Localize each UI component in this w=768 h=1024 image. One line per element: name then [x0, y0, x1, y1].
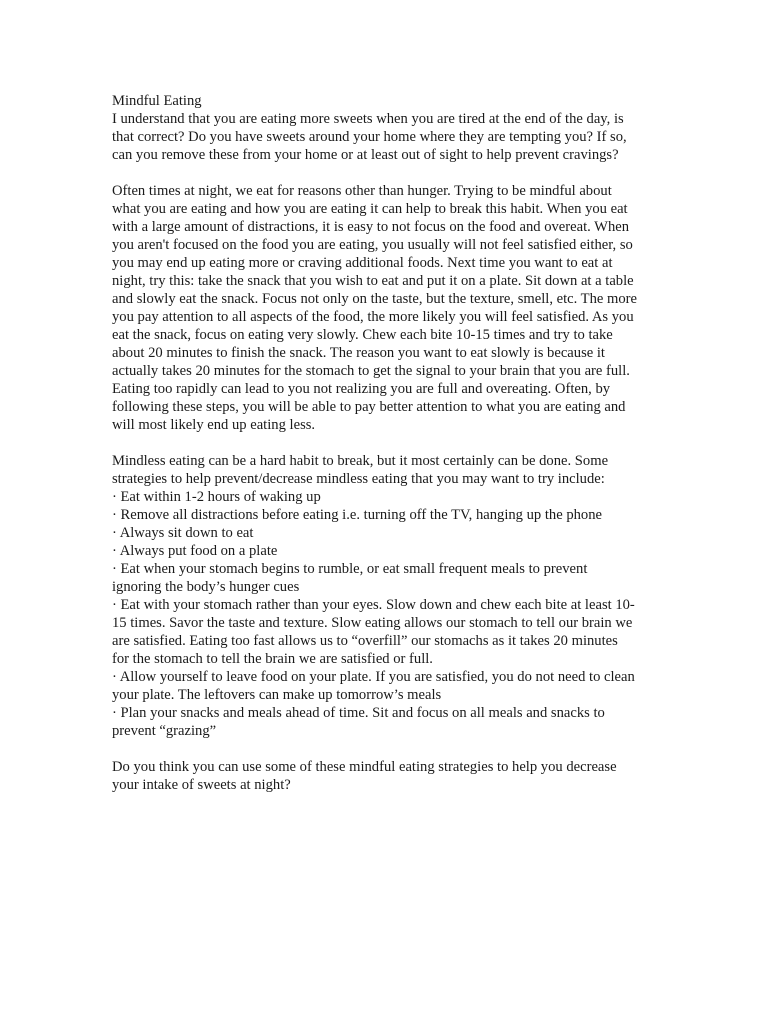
- text-line: Mindless eating can be a hard habit to break, but it most certainly can be done. Some: [112, 453, 609, 469]
- list-item: · Eat when your stomach begins to rumble, or eat small frequent meals to prevent: [112, 561, 588, 577]
- paragraph-closing-question: [112, 758, 652, 794]
- list-item: · Eat within 1-2 hours of waking up: [112, 489, 321, 505]
- list-item: · Remove all distractions before eating i.e. turning off the TV, hanging up the phone: [112, 507, 602, 523]
- paragraph-gap: [112, 164, 652, 182]
- text-line: eat the snack, focus on eating very slowly. Chew each bite 10-15 times and try to take: [112, 327, 613, 343]
- list-item: · Allow yourself to leave food on your plate. If you are satisfied, you do not need to clean: [112, 669, 635, 685]
- list-item-continuation: prevent “grazing”: [112, 723, 217, 739]
- document-page: [112, 92, 652, 794]
- list-item-continuation: 15 times. Savor the taste and texture. Slow eating allows our stomach to tell our brain we: [112, 615, 633, 631]
- text-line: will most likely end up eating less.: [112, 417, 316, 433]
- text-line: Often times at night, we eat for reasons other than hunger. Trying to be mindful about: [112, 183, 612, 199]
- list-item-continuation: for the stomach to tell the brain we are satisfied or full.: [112, 651, 433, 667]
- text-line: you may end up eating more or craving additional foods. Next time you want to eat at: [112, 255, 613, 271]
- text-line: that correct? Do you have sweets around your home where they are tempting you? If so,: [112, 129, 627, 145]
- paragraph-intro: [112, 110, 652, 164]
- text-line: night, try this: take the snack that you wish to eat and put it on a plate. Sit down at a table: [112, 273, 634, 289]
- text-line: you pay attention to all aspects of the food, the more likely you will feel satisfied. As you: [112, 309, 634, 325]
- text-line: with a large amount of distractions, it is easy to not focus on the food and overeat. When: [112, 219, 630, 235]
- text-line: and slowly eat the snack. Focus not only on the taste, but the texture, smell, etc. The more: [112, 291, 637, 307]
- paragraph-gap: [112, 434, 652, 452]
- text-line: Eating too rapidly can lead to you not realizing you are full and overeating. Often, by: [112, 381, 611, 397]
- list-item: · Always sit down to eat: [112, 525, 254, 541]
- list-item: · Eat with your stomach rather than your eyes. Slow down and chew each bite at least 10-: [112, 597, 635, 613]
- text-line: strategies to help prevent/decrease mindless eating that you may want to try include:: [112, 471, 605, 487]
- text-line: actually takes 20 minutes for the stomach to get the signal to your brain that you are full.: [112, 363, 630, 379]
- text-line: I understand that you are eating more sweets when you are tired at the end of the day, is: [112, 111, 624, 127]
- list-item-continuation: your plate. The leftovers can make up tomorrow’s meals: [112, 687, 442, 703]
- list-item-continuation: are satisfied. Eating too fast allows us to “overfill” our stomachs as it takes 20 minutes: [112, 633, 618, 649]
- text-line: your intake of sweets at night?: [112, 777, 291, 793]
- list-item-continuation: ignoring the body’s hunger cues: [112, 579, 300, 595]
- paragraph-gap: [112, 740, 652, 758]
- paragraph-strategies: [112, 452, 652, 740]
- paragraph-night-eating: [112, 182, 652, 434]
- text-line: can you remove these from your home or at least out of sight to help prevent cravings?: [112, 147, 619, 163]
- text-line: Do you think you can use some of these mindful eating strategies to help you decrease: [112, 759, 617, 775]
- document-title: Mindful Eating: [112, 93, 202, 109]
- text-line: what you are eating and how you are eating it can help to break this habit. When you eat: [112, 201, 628, 217]
- list-item: · Plan your snacks and meals ahead of time. Sit and focus on all meals and snacks to: [112, 705, 605, 721]
- list-item: · Always put food on a plate: [112, 543, 278, 559]
- text-line: following these steps, you will be able to pay better attention to what you are eating and: [112, 399, 626, 415]
- text-line: you aren't focused on the food you are eating, you usually will not feel satisfied either, so: [112, 237, 633, 253]
- text-line: about 20 minutes to finish the snack. The reason you want to eat slowly is because it: [112, 345, 605, 361]
